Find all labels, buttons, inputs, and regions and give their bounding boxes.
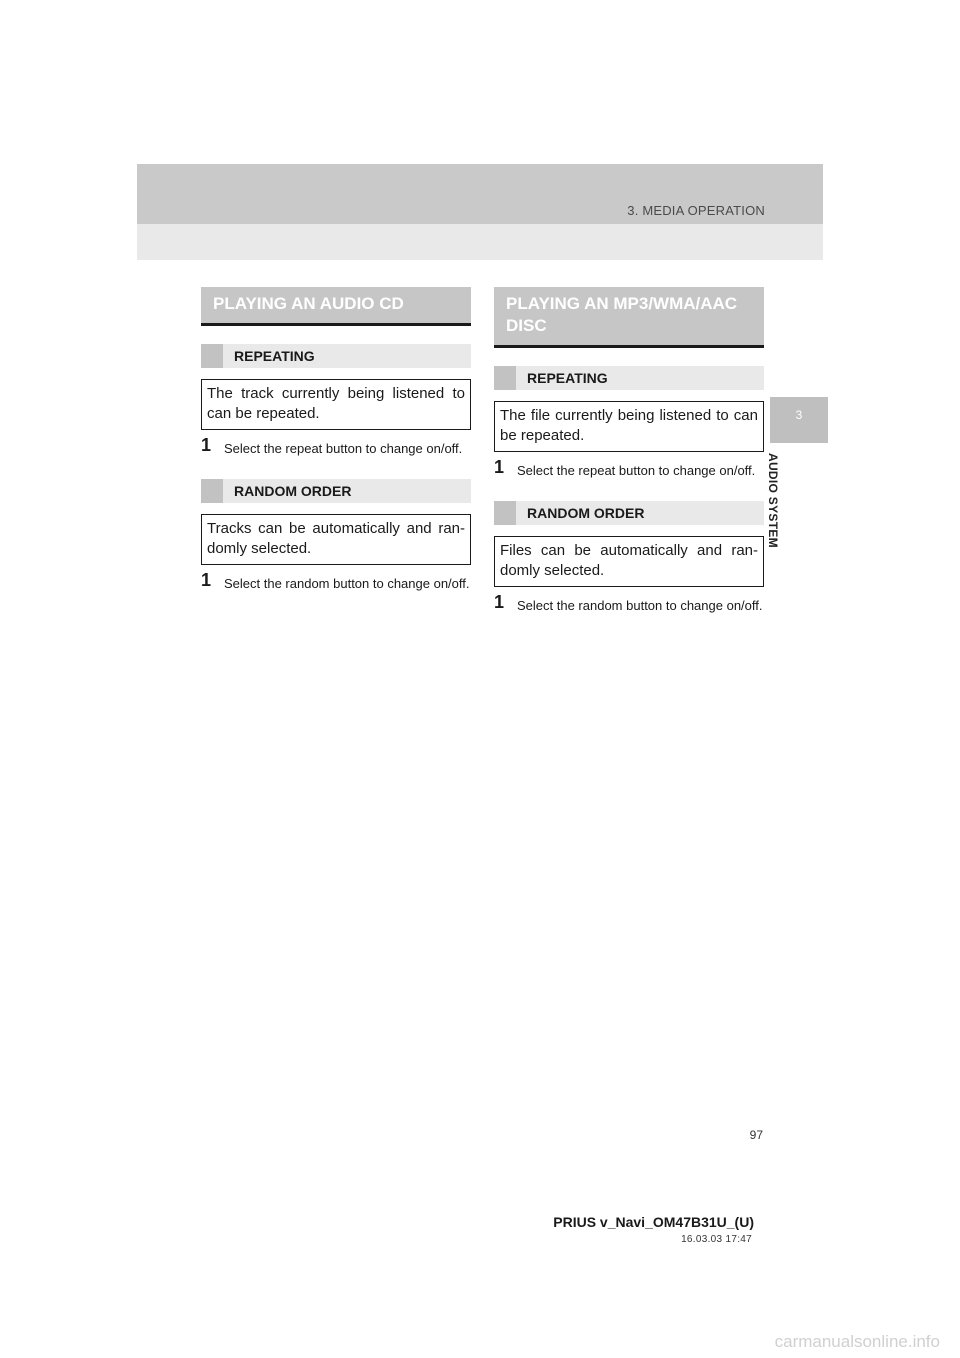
page-number: 97 — [749, 1128, 763, 1142]
subheading-marker — [201, 344, 223, 368]
description-box: Tracks can be automatically and ran-domly selected. — [201, 514, 471, 565]
description-box: The track currently being listened to can be repeated. — [201, 379, 471, 430]
step-text: Select the random button to change on/off. — [517, 598, 763, 613]
step-item — [494, 592, 764, 616]
step-item — [201, 570, 471, 594]
watermark-text: carmanualsonline.info — [774, 1332, 940, 1351]
subheading-marker — [201, 479, 223, 503]
chapter-side-label — [760, 453, 800, 573]
header-bar — [137, 164, 823, 224]
subheading-label: REPEATING — [527, 370, 608, 386]
subheading-random-order — [201, 479, 471, 503]
chapter-title: AUDIO SYSTEM — [766, 453, 780, 548]
step-text: Select the repeat button to change on/off. — [224, 441, 463, 456]
subheading-marker — [494, 501, 516, 525]
subheading-repeating — [494, 366, 764, 390]
step-number: 1 — [494, 457, 505, 477]
step-item — [494, 457, 764, 481]
header-band — [137, 164, 823, 260]
step-item — [201, 435, 471, 459]
section-title: 3. MEDIA OPERATION — [627, 203, 765, 218]
subheading-label: REPEATING — [234, 348, 315, 364]
subheading-marker — [494, 366, 516, 390]
step-text: Select the random button to change on/off. — [224, 576, 470, 591]
section-heading-mp3-disc: PLAYING AN MP3/WMA/AAC DISC — [494, 287, 764, 348]
chapter-tab — [770, 397, 828, 443]
right-column — [494, 287, 764, 616]
subheading-random-order — [494, 501, 764, 525]
section-heading-audio-cd: PLAYING AN AUDIO CD — [201, 287, 471, 326]
step-number: 1 — [201, 435, 212, 455]
subheading-label: RANDOM ORDER — [527, 505, 645, 521]
subheading-label: RANDOM ORDER — [234, 483, 352, 499]
left-column — [201, 287, 471, 594]
step-text: Select the repeat button to change on/off. — [517, 463, 756, 478]
step-number: 1 — [494, 592, 505, 612]
chapter-number: 3 — [795, 408, 803, 422]
document-timestamp: 16.03.03 17:47 — [681, 1234, 752, 1245]
description-box: The file currently being listened to can be repeated. — [494, 401, 764, 452]
step-number: 1 — [201, 570, 212, 590]
subheading-repeating — [201, 344, 471, 368]
description-box: Files can be automatically and ran-domly selected. — [494, 536, 764, 587]
document-id: PRIUS v_Navi_OM47B31U_(U) — [553, 1214, 754, 1230]
